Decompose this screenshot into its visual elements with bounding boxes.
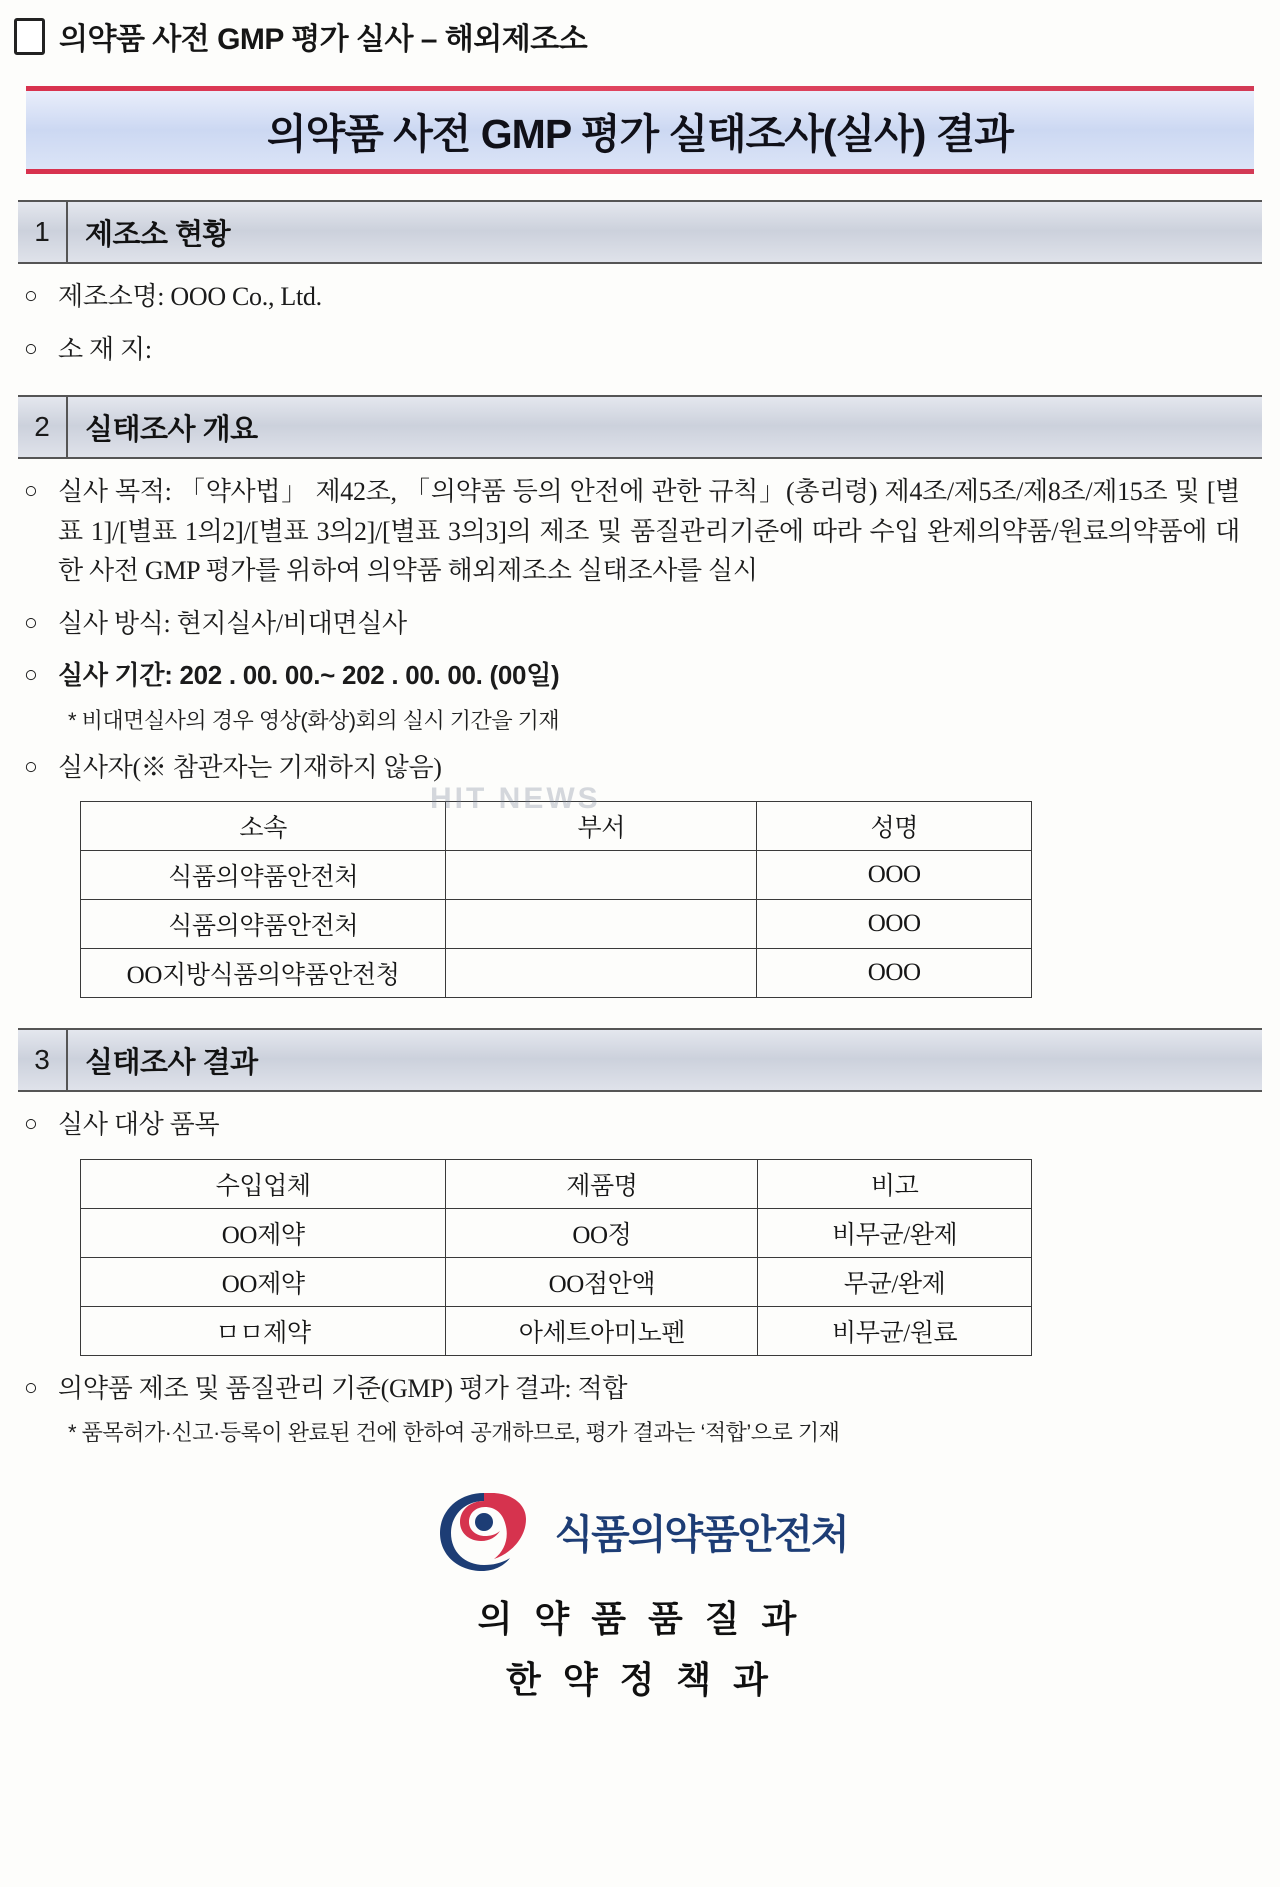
section-body-2 bbox=[24, 472, 1240, 998]
section-header-3 bbox=[18, 1028, 1262, 1092]
list-item-text: 소 재 지: bbox=[58, 334, 152, 364]
list-item bbox=[24, 604, 1240, 644]
banner-body bbox=[26, 91, 1254, 169]
list-item bbox=[24, 1369, 1240, 1409]
table-header-row bbox=[81, 1159, 1032, 1208]
list-item-text: 실사자(※ 참관자는 기재하지 않음) bbox=[58, 752, 442, 782]
section-number-3: 3 bbox=[18, 1030, 68, 1090]
document-heading-text: 의약품 사전 GMP 평가 실사 – 해외제조소 bbox=[59, 23, 588, 56]
cell-remarks: 비무균/원료 bbox=[758, 1306, 1032, 1355]
table-header-row bbox=[81, 802, 1032, 851]
table-row bbox=[81, 1306, 1032, 1355]
cell-affiliation: 식품의약품안전처 bbox=[81, 900, 446, 949]
agency-name: 식품의약품안전처 bbox=[554, 1512, 848, 1557]
column-header-remarks: 비고 bbox=[758, 1159, 1032, 1208]
bullet-marker: ○ bbox=[24, 753, 38, 779]
bullet-marker: ○ bbox=[24, 335, 38, 361]
section-title-1: 제조소 현황 bbox=[85, 218, 231, 251]
list-item bbox=[24, 748, 1240, 788]
inspector-table bbox=[80, 801, 1032, 998]
cell-affiliation: OO지방식품의약품안전청 bbox=[81, 949, 446, 998]
cell-remarks: 무균/완제 bbox=[758, 1257, 1032, 1306]
document-heading bbox=[0, 0, 1280, 64]
list-item-text: 실사 목적: 「약사법」 제42조, 「의약품 등의 안전에 관한 규칙」(총리령) 제4조/제5조/제8조/제15조 및 [별표 1]/[별표 1의2]/[별표 3의2]/[별표 3의3]의 제조 및 품질관리기준에 따라 수입 완제의약품/원료의약품에 대한 사전 GMP 평가를 위하여 의약품 해외제조소 실태조사를 실시 bbox=[58, 477, 1240, 586]
column-header-product: 제품명 bbox=[446, 1159, 758, 1208]
section-body-1 bbox=[24, 277, 1240, 369]
bullet-marker: ○ bbox=[24, 1111, 38, 1137]
column-header-importer: 수입업체 bbox=[81, 1159, 446, 1208]
agency-logo-row bbox=[0, 1487, 1280, 1575]
section-2-note: * 비대면실사의 경우 영상(화상)회의 실시 기간을 기재 bbox=[68, 707, 560, 733]
section-title-2: 실태조사 개요 bbox=[85, 413, 258, 446]
list-item-text: 실사 대상 품목 bbox=[58, 1110, 220, 1140]
table-row bbox=[81, 949, 1032, 998]
banner-bottom-rule bbox=[26, 169, 1254, 174]
cell-remarks: 비무균/완제 bbox=[758, 1208, 1032, 1257]
table-row bbox=[81, 851, 1032, 900]
table-row bbox=[81, 900, 1032, 949]
department-name-1: 의 약 품 품 질 과 bbox=[477, 1598, 803, 1640]
cell-importer: OO제약 bbox=[81, 1257, 446, 1306]
watermark: HIT NEWS bbox=[430, 782, 601, 815]
inspected-items-table bbox=[80, 1159, 1032, 1356]
cell-product: OO점안액 bbox=[446, 1257, 758, 1306]
cell-department bbox=[446, 949, 757, 998]
cell-affiliation: 식품의약품안전처 bbox=[81, 851, 446, 900]
bullet-marker: ○ bbox=[24, 283, 38, 308]
footer bbox=[0, 1487, 1280, 1703]
cell-product: OO정 bbox=[446, 1208, 758, 1257]
list-item bbox=[24, 472, 1240, 591]
section-3-note: * 품목허가·신고·등록이 완료된 건에 한하여 공개하므로, 평가 결과는 ‘적합’으로 기재 bbox=[68, 1420, 840, 1446]
section-header-2 bbox=[18, 395, 1262, 459]
section-body-3 bbox=[24, 1105, 1240, 1447]
table-row bbox=[81, 1257, 1032, 1306]
section-number-2: 2 bbox=[18, 397, 68, 457]
section-header-1 bbox=[18, 200, 1262, 264]
list-item-text: 실사 방식: 현지실사/비대면실사 bbox=[58, 608, 407, 638]
list-item-text: 제조소명: OOO Co., Ltd. bbox=[58, 282, 322, 311]
column-header-affiliation: 소속 bbox=[81, 802, 446, 851]
cell-name: OOO bbox=[757, 851, 1032, 900]
department-name-2: 한 약 정 책 과 bbox=[506, 1659, 774, 1701]
column-header-department: 부서 bbox=[446, 802, 757, 851]
bullet-marker: ○ bbox=[24, 478, 38, 504]
cell-department bbox=[446, 851, 757, 900]
bullet-marker: ○ bbox=[24, 662, 38, 688]
list-item bbox=[24, 1105, 1240, 1145]
list-item bbox=[24, 330, 1240, 370]
table-row bbox=[81, 1208, 1032, 1257]
list-item-text: 실사 기간: 202 . 00. 00.~ 202 . 00. 00. (00일) bbox=[58, 660, 560, 691]
list-item bbox=[24, 277, 1240, 317]
section-title-3: 실태조사 결과 bbox=[85, 1046, 258, 1079]
bullet-marker: ○ bbox=[24, 1374, 38, 1400]
list-item bbox=[24, 656, 1240, 696]
bullet-marker: ○ bbox=[24, 609, 38, 635]
mfds-taegeuk-logo-icon bbox=[432, 1487, 536, 1575]
banner-title: 의약품 사전 GMP 평가 실태조사(실사) 결과 bbox=[266, 110, 1013, 157]
cell-name: OOO bbox=[757, 949, 1032, 998]
section-number-1: 1 bbox=[18, 202, 68, 262]
cell-name: OOO bbox=[757, 900, 1032, 949]
list-item-text: 의약품 제조 및 품질관리 기준(GMP) 평가 결과: 적합 bbox=[58, 1373, 628, 1403]
title-banner bbox=[26, 86, 1254, 174]
column-header-name: 성명 bbox=[757, 802, 1032, 851]
empty-square-icon bbox=[14, 18, 45, 55]
cell-importer: ㅁㅁ제약 bbox=[81, 1306, 446, 1355]
cell-product: 아세트아미노펜 bbox=[446, 1306, 758, 1355]
cell-department bbox=[446, 900, 757, 949]
cell-importer: OO제약 bbox=[81, 1208, 446, 1257]
